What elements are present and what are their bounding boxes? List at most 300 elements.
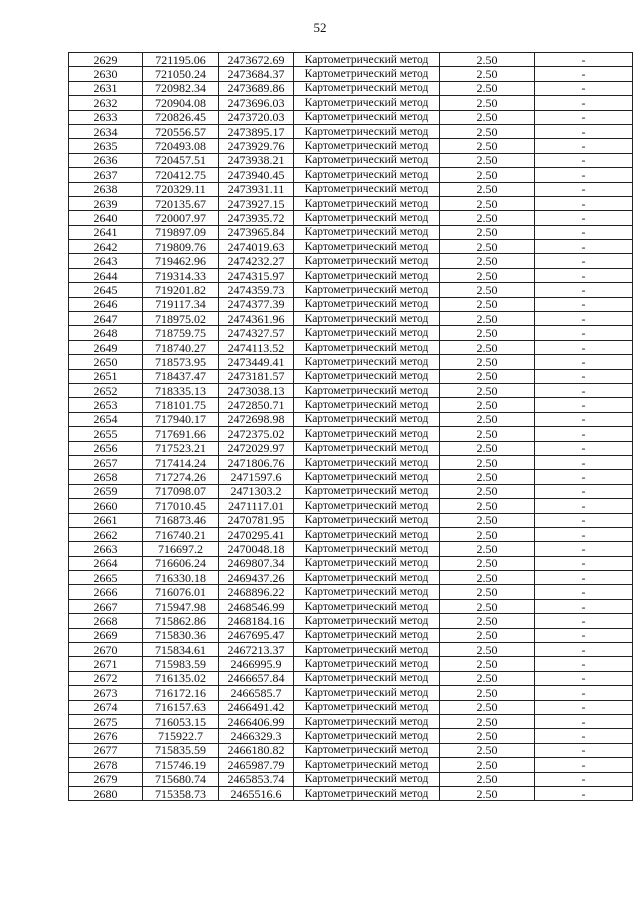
description-cell: - (535, 168, 633, 182)
x-coordinate-cell: 720329.11 (143, 182, 219, 196)
accuracy-cell: 2.50 (440, 182, 535, 196)
y-coordinate-cell: 2465987.79 (219, 758, 294, 772)
point-number-cell: 2677 (69, 743, 143, 757)
x-coordinate-cell: 716740.21 (143, 527, 219, 541)
point-number-cell: 2652 (69, 383, 143, 397)
description-cell: - (535, 268, 633, 282)
method-cell: Картометрический метод (294, 53, 440, 67)
x-coordinate-cell: 720135.67 (143, 196, 219, 210)
description-cell: - (535, 513, 633, 527)
table-row (69, 168, 633, 182)
y-coordinate-cell: 2469437.26 (219, 571, 294, 585)
method-cell: Картометрический метод (294, 585, 440, 599)
table-row (69, 470, 633, 484)
y-coordinate-cell: 2473696.03 (219, 96, 294, 110)
table-row (69, 196, 633, 210)
point-number-cell: 2640 (69, 211, 143, 225)
accuracy-cell: 2.50 (440, 714, 535, 728)
description-cell: - (535, 211, 633, 225)
description-cell: - (535, 110, 633, 124)
accuracy-cell: 2.50 (440, 729, 535, 743)
accuracy-cell: 2.50 (440, 110, 535, 124)
method-cell: Картометрический метод (294, 455, 440, 469)
accuracy-cell: 2.50 (440, 268, 535, 282)
description-cell: - (535, 369, 633, 383)
table-row (69, 211, 633, 225)
point-number-cell: 2671 (69, 657, 143, 671)
method-cell: Картометрический метод (294, 484, 440, 498)
description-cell: - (535, 240, 633, 254)
method-cell: Картометрический метод (294, 312, 440, 326)
x-coordinate-cell: 721195.06 (143, 53, 219, 67)
x-coordinate-cell: 719462.96 (143, 254, 219, 268)
point-number-cell: 2663 (69, 542, 143, 556)
x-coordinate-cell: 716076.01 (143, 585, 219, 599)
x-coordinate-cell: 715358.73 (143, 786, 219, 800)
point-number-cell: 2675 (69, 714, 143, 728)
y-coordinate-cell: 2474315.97 (219, 268, 294, 282)
y-coordinate-cell: 2473929.76 (219, 139, 294, 153)
method-cell: Картометрический метод (294, 254, 440, 268)
table-row (69, 628, 633, 642)
description-cell: - (535, 585, 633, 599)
method-cell: Картометрический метод (294, 182, 440, 196)
y-coordinate-cell: 2473720.03 (219, 110, 294, 124)
y-coordinate-cell: 2473449.41 (219, 355, 294, 369)
point-number-cell: 2635 (69, 139, 143, 153)
description-cell: - (535, 196, 633, 210)
y-coordinate-cell: 2474359.73 (219, 283, 294, 297)
description-cell: - (535, 182, 633, 196)
table-row (69, 81, 633, 95)
method-cell: Картометрический метод (294, 599, 440, 613)
y-coordinate-cell: 2473931.11 (219, 182, 294, 196)
x-coordinate-cell: 717098.07 (143, 484, 219, 498)
description-cell: - (535, 786, 633, 800)
table-row (69, 700, 633, 714)
point-number-cell: 2660 (69, 499, 143, 513)
y-coordinate-cell: 2473181.57 (219, 369, 294, 383)
accuracy-cell: 2.50 (440, 513, 535, 527)
table-row (69, 441, 633, 455)
table-row (69, 398, 633, 412)
y-coordinate-cell: 2473938.21 (219, 153, 294, 167)
method-cell: Картометрический метод (294, 168, 440, 182)
y-coordinate-cell: 2473672.69 (219, 53, 294, 67)
method-cell: Картометрический метод (294, 124, 440, 138)
table-row (69, 124, 633, 138)
point-number-cell: 2651 (69, 369, 143, 383)
accuracy-cell: 2.50 (440, 614, 535, 628)
description-cell: - (535, 484, 633, 498)
x-coordinate-cell: 719897.09 (143, 225, 219, 239)
x-coordinate-cell: 717274.26 (143, 470, 219, 484)
y-coordinate-cell: 2470781.95 (219, 513, 294, 527)
description-cell: - (535, 599, 633, 613)
point-number-cell: 2654 (69, 412, 143, 426)
method-cell: Картометрический метод (294, 571, 440, 585)
y-coordinate-cell: 2474232.27 (219, 254, 294, 268)
description-cell: - (535, 542, 633, 556)
point-number-cell: 2656 (69, 441, 143, 455)
accuracy-cell: 2.50 (440, 383, 535, 397)
table-row (69, 225, 633, 239)
accuracy-cell: 2.50 (440, 168, 535, 182)
x-coordinate-cell: 716873.46 (143, 513, 219, 527)
table-row (69, 312, 633, 326)
y-coordinate-cell: 2473689.86 (219, 81, 294, 95)
description-cell: - (535, 686, 633, 700)
description-cell: - (535, 527, 633, 541)
table-row (69, 412, 633, 426)
x-coordinate-cell: 715835.59 (143, 743, 219, 757)
accuracy-cell: 2.50 (440, 225, 535, 239)
description-cell: - (535, 412, 633, 426)
method-cell: Картометрический метод (294, 441, 440, 455)
point-number-cell: 2668 (69, 614, 143, 628)
point-number-cell: 2639 (69, 196, 143, 210)
y-coordinate-cell: 2473940.45 (219, 168, 294, 182)
y-coordinate-cell: 2473935.72 (219, 211, 294, 225)
y-coordinate-cell: 2472029.97 (219, 441, 294, 455)
method-cell: Картометрический метод (294, 283, 440, 297)
method-cell: Картометрический метод (294, 556, 440, 570)
method-cell: Картометрический метод (294, 772, 440, 786)
table-row (69, 643, 633, 657)
point-number-cell: 2634 (69, 124, 143, 138)
x-coordinate-cell: 719314.33 (143, 268, 219, 282)
accuracy-cell: 2.50 (440, 671, 535, 685)
y-coordinate-cell: 2467213.37 (219, 643, 294, 657)
point-number-cell: 2655 (69, 427, 143, 441)
table-row (69, 67, 633, 81)
method-cell: Картометрический метод (294, 527, 440, 541)
x-coordinate-cell: 717010.45 (143, 499, 219, 513)
accuracy-cell: 2.50 (440, 412, 535, 426)
x-coordinate-cell: 720493.08 (143, 139, 219, 153)
description-cell: - (535, 81, 633, 95)
method-cell: Картометрический метод (294, 499, 440, 513)
x-coordinate-cell: 719809.76 (143, 240, 219, 254)
point-number-cell: 2642 (69, 240, 143, 254)
table-row (69, 369, 633, 383)
accuracy-cell: 2.50 (440, 470, 535, 484)
method-cell: Картометрический метод (294, 614, 440, 628)
table-row (69, 326, 633, 340)
x-coordinate-cell: 717940.17 (143, 412, 219, 426)
accuracy-cell: 2.50 (440, 527, 535, 541)
description-cell: - (535, 283, 633, 297)
method-cell: Картометрический метод (294, 355, 440, 369)
table-row (69, 556, 633, 570)
point-number-cell: 2657 (69, 455, 143, 469)
point-number-cell: 2680 (69, 786, 143, 800)
description-cell: - (535, 743, 633, 757)
accuracy-cell: 2.50 (440, 441, 535, 455)
accuracy-cell: 2.50 (440, 484, 535, 498)
method-cell: Картометрический метод (294, 369, 440, 383)
table-row (69, 182, 633, 196)
point-number-cell: 2664 (69, 556, 143, 570)
method-cell: Картометрический метод (294, 743, 440, 757)
description-cell: - (535, 355, 633, 369)
accuracy-cell: 2.50 (440, 542, 535, 556)
y-coordinate-cell: 2466657.84 (219, 671, 294, 685)
table-row (69, 153, 633, 167)
point-number-cell: 2665 (69, 571, 143, 585)
x-coordinate-cell: 715834.61 (143, 643, 219, 657)
accuracy-cell: 2.50 (440, 67, 535, 81)
point-number-cell: 2649 (69, 340, 143, 354)
method-cell: Картометрический метод (294, 110, 440, 124)
x-coordinate-cell: 718437.47 (143, 369, 219, 383)
description-cell: - (535, 312, 633, 326)
accuracy-cell: 2.50 (440, 643, 535, 657)
x-coordinate-cell: 719117.34 (143, 297, 219, 311)
x-coordinate-cell: 715862.86 (143, 614, 219, 628)
accuracy-cell: 2.50 (440, 585, 535, 599)
y-coordinate-cell: 2473895.17 (219, 124, 294, 138)
x-coordinate-cell: 716053.15 (143, 714, 219, 728)
table-row (69, 772, 633, 786)
table-body (69, 53, 633, 801)
y-coordinate-cell: 2474361.96 (219, 312, 294, 326)
description-cell: - (535, 67, 633, 81)
x-coordinate-cell: 716606.24 (143, 556, 219, 570)
point-number-cell: 2662 (69, 527, 143, 541)
x-coordinate-cell: 718573.95 (143, 355, 219, 369)
y-coordinate-cell: 2473038.13 (219, 383, 294, 397)
point-number-cell: 2632 (69, 96, 143, 110)
method-cell: Картометрический метод (294, 139, 440, 153)
x-coordinate-cell: 717691.66 (143, 427, 219, 441)
x-coordinate-cell: 717414.24 (143, 455, 219, 469)
table-row (69, 714, 633, 728)
method-cell: Картометрический метод (294, 643, 440, 657)
point-number-cell: 2669 (69, 628, 143, 642)
table-row (69, 527, 633, 541)
y-coordinate-cell: 2470295.41 (219, 527, 294, 541)
table-row (69, 268, 633, 282)
y-coordinate-cell: 2465853.74 (219, 772, 294, 786)
method-cell: Картометрический метод (294, 153, 440, 167)
method-cell: Картометрический метод (294, 211, 440, 225)
x-coordinate-cell: 720007.97 (143, 211, 219, 225)
accuracy-cell: 2.50 (440, 124, 535, 138)
description-cell: - (535, 700, 633, 714)
table-row (69, 758, 633, 772)
point-number-cell: 2659 (69, 484, 143, 498)
accuracy-cell: 2.50 (440, 786, 535, 800)
accuracy-cell: 2.50 (440, 571, 535, 585)
x-coordinate-cell: 715983.59 (143, 657, 219, 671)
x-coordinate-cell: 716330.18 (143, 571, 219, 585)
method-cell: Картометрический метод (294, 81, 440, 95)
table-row (69, 254, 633, 268)
point-number-cell: 2645 (69, 283, 143, 297)
x-coordinate-cell: 720457.51 (143, 153, 219, 167)
y-coordinate-cell: 2473927.15 (219, 196, 294, 210)
accuracy-cell: 2.50 (440, 254, 535, 268)
y-coordinate-cell: 2474377.39 (219, 297, 294, 311)
x-coordinate-cell: 718975.02 (143, 312, 219, 326)
x-coordinate-cell: 715746.19 (143, 758, 219, 772)
x-coordinate-cell: 720826.45 (143, 110, 219, 124)
y-coordinate-cell: 2468184.16 (219, 614, 294, 628)
accuracy-cell: 2.50 (440, 153, 535, 167)
description-cell: - (535, 614, 633, 628)
method-cell: Картометрический метод (294, 542, 440, 556)
x-coordinate-cell: 718101.75 (143, 398, 219, 412)
point-number-cell: 2643 (69, 254, 143, 268)
point-number-cell: 2673 (69, 686, 143, 700)
description-cell: - (535, 340, 633, 354)
method-cell: Картометрический метод (294, 96, 440, 110)
accuracy-cell: 2.50 (440, 211, 535, 225)
method-cell: Картометрический метод (294, 412, 440, 426)
description-cell: - (535, 297, 633, 311)
x-coordinate-cell: 716135.02 (143, 671, 219, 685)
y-coordinate-cell: 2466406.99 (219, 714, 294, 728)
x-coordinate-cell: 715947.98 (143, 599, 219, 613)
table-row (69, 484, 633, 498)
y-coordinate-cell: 2472375.02 (219, 427, 294, 441)
description-cell: - (535, 628, 633, 642)
description-cell: - (535, 772, 633, 786)
table-row (69, 96, 633, 110)
description-cell: - (535, 714, 633, 728)
description-cell: - (535, 657, 633, 671)
method-cell: Картометрический метод (294, 470, 440, 484)
x-coordinate-cell: 720982.34 (143, 81, 219, 95)
y-coordinate-cell: 2472698.98 (219, 412, 294, 426)
table-row (69, 686, 633, 700)
description-cell: - (535, 383, 633, 397)
accuracy-cell: 2.50 (440, 758, 535, 772)
x-coordinate-cell: 717523.21 (143, 441, 219, 455)
accuracy-cell: 2.50 (440, 369, 535, 383)
method-cell: Картометрический метод (294, 427, 440, 441)
table-row (69, 614, 633, 628)
y-coordinate-cell: 2465516.6 (219, 786, 294, 800)
table-row (69, 499, 633, 513)
table-row (69, 427, 633, 441)
accuracy-cell: 2.50 (440, 240, 535, 254)
y-coordinate-cell: 2473684.37 (219, 67, 294, 81)
method-cell: Картометрический метод (294, 383, 440, 397)
table-row (69, 383, 633, 397)
description-cell: - (535, 441, 633, 455)
method-cell: Картометрический метод (294, 786, 440, 800)
point-number-cell: 2658 (69, 470, 143, 484)
description-cell: - (535, 326, 633, 340)
method-cell: Картометрический метод (294, 671, 440, 685)
accuracy-cell: 2.50 (440, 657, 535, 671)
x-coordinate-cell: 716697.2 (143, 542, 219, 556)
y-coordinate-cell: 2466585.7 (219, 686, 294, 700)
y-coordinate-cell: 2466329.3 (219, 729, 294, 743)
y-coordinate-cell: 2466995.9 (219, 657, 294, 671)
method-cell: Картометрический метод (294, 729, 440, 743)
accuracy-cell: 2.50 (440, 81, 535, 95)
x-coordinate-cell: 716157.63 (143, 700, 219, 714)
method-cell: Картометрический метод (294, 714, 440, 728)
table-row (69, 355, 633, 369)
coordinates-table (68, 52, 633, 801)
accuracy-cell: 2.50 (440, 700, 535, 714)
x-coordinate-cell: 721050.24 (143, 67, 219, 81)
description-cell: - (535, 254, 633, 268)
accuracy-cell: 2.50 (440, 628, 535, 642)
accuracy-cell: 2.50 (440, 312, 535, 326)
y-coordinate-cell: 2470048.18 (219, 542, 294, 556)
accuracy-cell: 2.50 (440, 772, 535, 786)
description-cell: - (535, 427, 633, 441)
x-coordinate-cell: 720904.08 (143, 96, 219, 110)
accuracy-cell: 2.50 (440, 599, 535, 613)
point-number-cell: 2647 (69, 312, 143, 326)
y-coordinate-cell: 2471303.2 (219, 484, 294, 498)
accuracy-cell: 2.50 (440, 53, 535, 67)
y-coordinate-cell: 2471597.6 (219, 470, 294, 484)
table-row (69, 139, 633, 153)
x-coordinate-cell: 718335.13 (143, 383, 219, 397)
point-number-cell: 2629 (69, 53, 143, 67)
accuracy-cell: 2.50 (440, 455, 535, 469)
method-cell: Картометрический метод (294, 297, 440, 311)
description-cell: - (535, 124, 633, 138)
x-coordinate-cell: 718759.75 (143, 326, 219, 340)
x-coordinate-cell: 720412.75 (143, 168, 219, 182)
method-cell: Картометрический метод (294, 700, 440, 714)
table-row (69, 786, 633, 800)
y-coordinate-cell: 2471806.76 (219, 455, 294, 469)
accuracy-cell: 2.50 (440, 139, 535, 153)
accuracy-cell: 2.50 (440, 283, 535, 297)
method-cell: Картометрический метод (294, 628, 440, 642)
method-cell: Картометрический метод (294, 513, 440, 527)
point-number-cell: 2670 (69, 643, 143, 657)
point-number-cell: 2667 (69, 599, 143, 613)
table-row (69, 297, 633, 311)
y-coordinate-cell: 2473965.84 (219, 225, 294, 239)
table-row (69, 729, 633, 743)
table-row (69, 542, 633, 556)
table-row (69, 110, 633, 124)
point-number-cell: 2674 (69, 700, 143, 714)
y-coordinate-cell: 2468546.99 (219, 599, 294, 613)
accuracy-cell: 2.50 (440, 355, 535, 369)
point-number-cell: 2653 (69, 398, 143, 412)
y-coordinate-cell: 2466491.42 (219, 700, 294, 714)
table-row (69, 283, 633, 297)
point-number-cell: 2650 (69, 355, 143, 369)
point-number-cell: 2637 (69, 168, 143, 182)
x-coordinate-cell: 719201.82 (143, 283, 219, 297)
point-number-cell: 2676 (69, 729, 143, 743)
description-cell: - (535, 671, 633, 685)
point-number-cell: 2633 (69, 110, 143, 124)
point-number-cell: 2678 (69, 758, 143, 772)
point-number-cell: 2641 (69, 225, 143, 239)
method-cell: Картометрический метод (294, 67, 440, 81)
x-coordinate-cell: 716172.16 (143, 686, 219, 700)
point-number-cell: 2636 (69, 153, 143, 167)
table-row (69, 657, 633, 671)
method-cell: Картометрический метод (294, 196, 440, 210)
x-coordinate-cell: 715680.74 (143, 772, 219, 786)
point-number-cell: 2630 (69, 67, 143, 81)
